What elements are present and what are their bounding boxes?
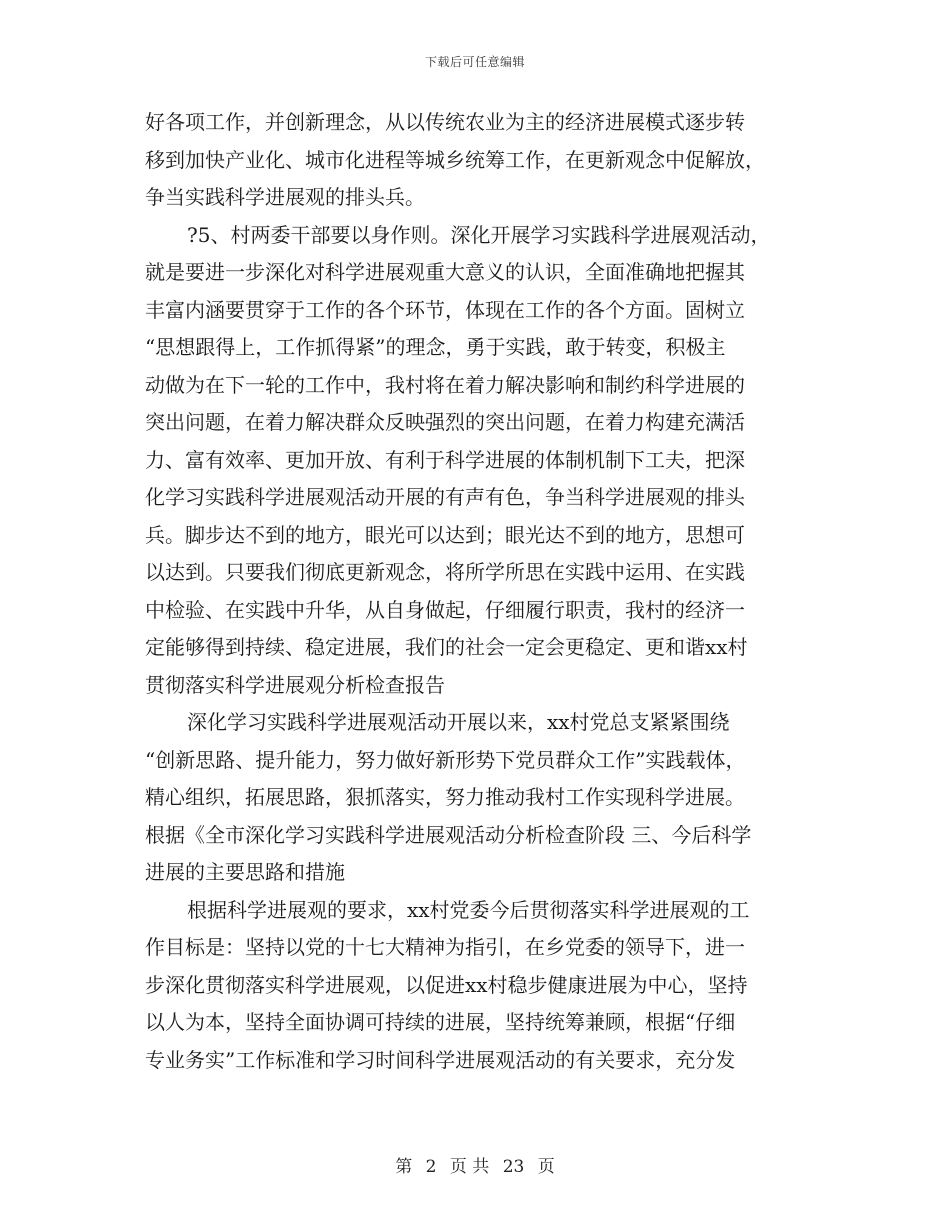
text-line: 力、富有效率、更加开放、有利于科学进展的体制机制下工夫，把深 [145,447,745,472]
text-line: 根据《全市深化学习实践科学进展观活动分析检查阶段 三、今后科学 [145,822,752,847]
document-body [145,104,813,1079]
text-line: 移到加快产业化、城市化进程等城乡统筹工作，在更新观念中促解放， [145,147,765,172]
text-line: 化学习实践科学进展观活动开展的有声有色，争当科学进展观的排头 [145,485,745,509]
text-line: “创新思路、提升能力，努力做好新形势下党员群众工作”实践载体， [145,747,746,772]
text-line: 就是要进一步深化对科学进展观重大意义的认识，全面准确地把握其 [145,260,745,284]
text-line: 突出问题，在着力解决群众反映强烈的突出问题，在着力构建充满活 [145,410,745,434]
text-line: 精心组织，拓展思路，狠抓落实，努力推动我村工作实现科学进展。 [145,785,745,809]
text-line: 作目标是：坚持以党的十七大精神为指引，在乡党委的领导下，进一 [145,935,745,959]
text-line: 进展的主要思路和措施 [145,860,345,884]
text-line: 贯彻落实科学进展观分析检查报告 [145,672,445,697]
text-line: 专业务实”工作标准和学习时间科学进展观活动的有关要求，充分发 [145,1047,736,1072]
text-line: “思想跟得上，工作抓得紧”的理念，勇于实践，敢于转变，积极主 [145,335,726,359]
page-header: 下载后可任意编辑 [424,55,525,69]
text-line: 深化学习实践科学进展观活动开展以来，xx村党总支紧紧围绕 [187,710,730,734]
footer-total-pages: 23 [502,1157,525,1177]
text-line: 兵。脚步达不到的地方，眼光可以达到；眼光达不到的地方，思想可 [145,522,745,547]
text-line: 争当实践科学进展观的排头兵。 [145,185,425,209]
text-line: 步深化贯彻落实科学进展观，以促进xx村稳步健康进展为中心，坚持 [145,972,748,997]
text-line: 定能够得到持续、稳定进展，我们的社会一定会更稳定、更和谐xx村 [145,635,748,659]
footer-suffix: 页 [537,1157,555,1177]
page-footer [0,1152,950,1177]
text-line: 根据科学进展观的要求，xx村党委今后贯彻落实科学进展观的工 [187,897,750,922]
text-line: 动做为在下一轮的工作中，我村将在着力解决影响和制约科学进展的 [145,372,745,397]
text-line: 以达到。只要我们彻底更新观念，将所学所思在实践中运用、在实践 [145,560,745,584]
text-line: ?5、村两委干部要以身作则。深化开展学习实践科学进展观活动， [187,222,771,247]
footer-middle: 页 共 [449,1157,490,1177]
text-line: 以人为本，坚持全面协调可持续的进展，坚持统筹兼顾，根据“仔细 [145,1010,736,1034]
text-line: 好各项工作，并创新理念，从以传统农业为主的经济进展模式逐步转 [145,110,745,134]
footer-prefix: 第 [395,1157,413,1177]
footer-page-number: 2 [425,1157,437,1177]
text-line: 中检验、在实践中升华，从自身做起，仔细履行职责，我村的经济一 [145,597,745,622]
text-line: 丰富内涵要贯穿于工作的各个环节，体现在工作的各个方面。固树立 [145,297,745,322]
